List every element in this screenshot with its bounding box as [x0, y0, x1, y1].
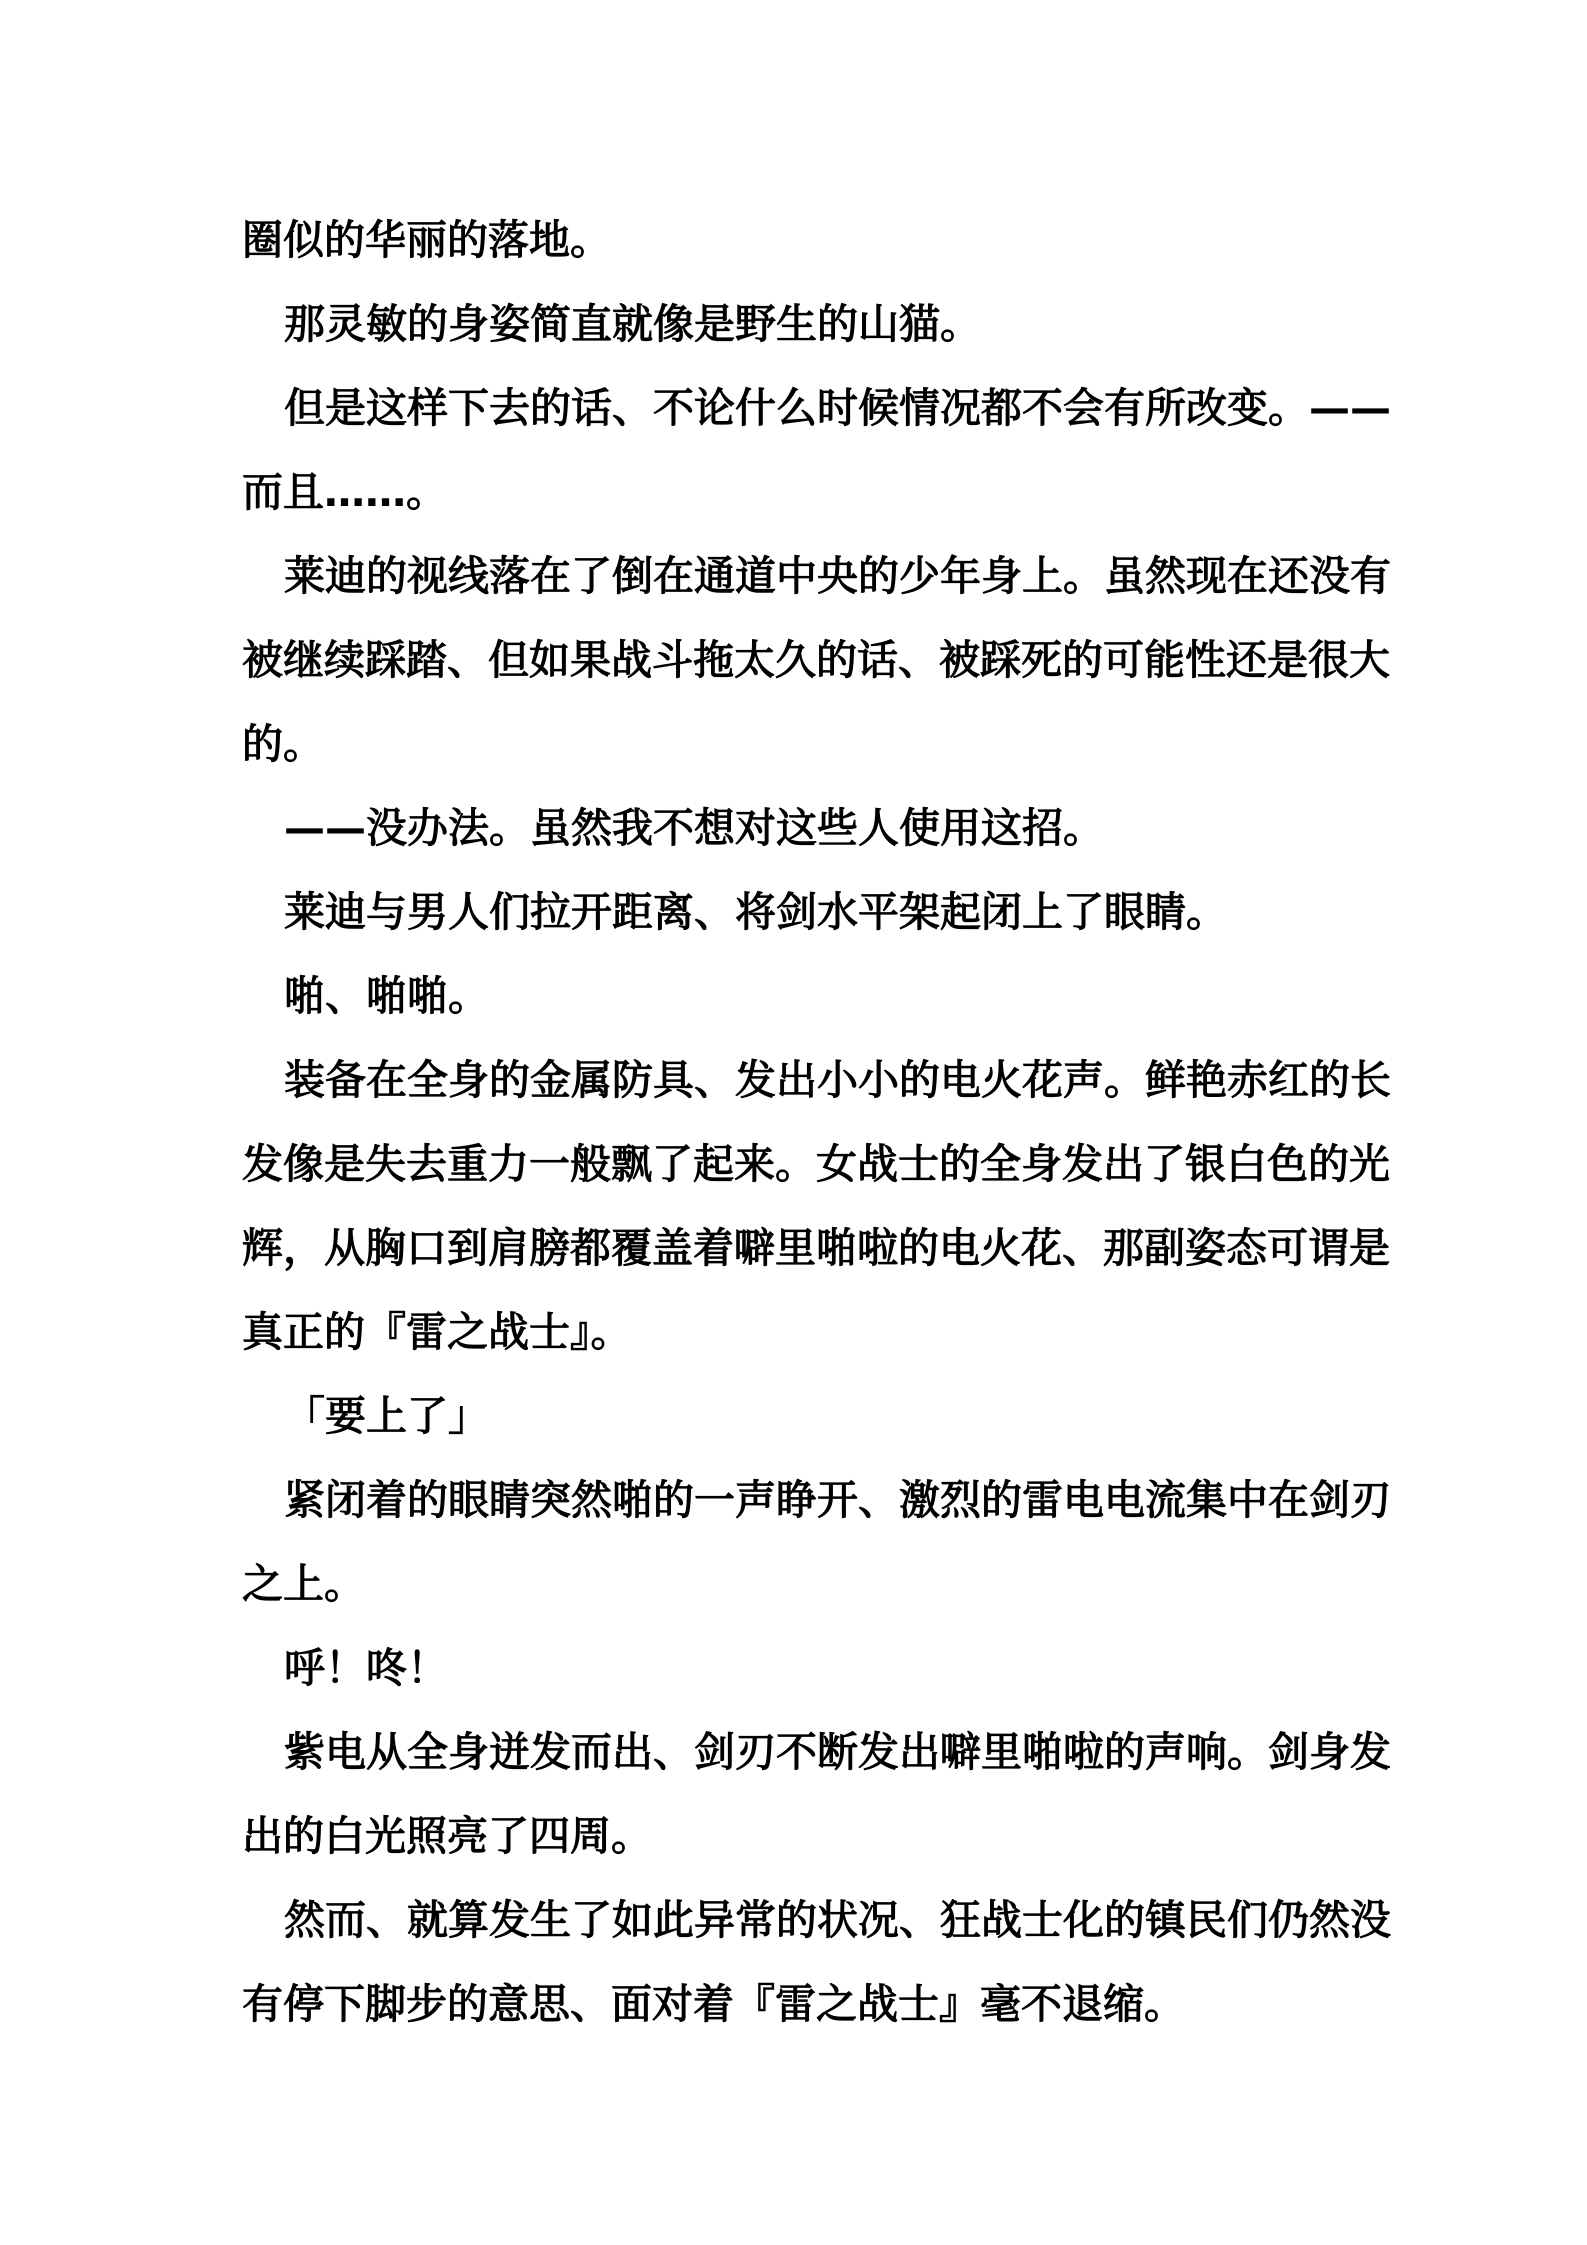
text-line: 但是这样下去的话、不论什么时候情况都不会有所改变。——: [284, 384, 1391, 432]
text-line: ——没办法。虽然我不想对这些人使用这招。: [284, 804, 1104, 852]
text-line: 而且……。: [242, 468, 447, 516]
text-line: 那灵敏的身姿简直就像是野生的山猫。: [284, 300, 981, 348]
text-line: 莱迪与男人们拉开距离、将剑水平架起闭上了眼睛。: [284, 888, 1227, 936]
text-line: 装备在全身的金属防具、发出小小的电火花声。鲜艳赤红的长: [284, 1056, 1391, 1104]
document-page: [242, 198, 1391, 2046]
text-line: 之上。: [242, 1560, 365, 1608]
text-line: 出的白光照亮了四周。: [242, 1812, 652, 1860]
text-line: 紫电从全身迸发而出、剑刃不断发出噼里啪啦的声响。剑身发: [284, 1728, 1391, 1776]
text-line: 然而、就算发生了如此异常的状况、狂战士化的镇民们仍然没: [284, 1896, 1391, 1944]
text-line: 辉，从胸口到肩膀都覆盖着噼里啪啦的电火花、那副姿态可谓是: [242, 1224, 1390, 1272]
text-line: 呼！咚！: [284, 1644, 448, 1692]
text-line: 圈似的华丽的落地。: [242, 216, 611, 264]
text-line: 有停下脚步的意思、面对着『雷之战士』毫不退缩。: [242, 1980, 1185, 2028]
text-line: 被继续踩踏、但如果战斗拖太久的话、被踩死的可能性还是很大: [242, 636, 1390, 684]
text-line: 的。: [242, 720, 324, 768]
text-line: 发像是失去重力一般飘了起来。女战士的全身发出了银白色的光: [242, 1140, 1390, 1188]
text-line: 啪、啪啪。: [284, 972, 489, 1020]
text-line: 「要上了」: [284, 1392, 489, 1440]
text-line: 真正的『雷之战士』。: [242, 1308, 632, 1356]
text-line: 莱迪的视线落在了倒在通道中央的少年身上。虽然现在还没有: [284, 552, 1391, 600]
text-line: 紧闭着的眼睛突然啪的一声睁开、激烈的雷电电流集中在剑刃: [284, 1476, 1391, 1524]
